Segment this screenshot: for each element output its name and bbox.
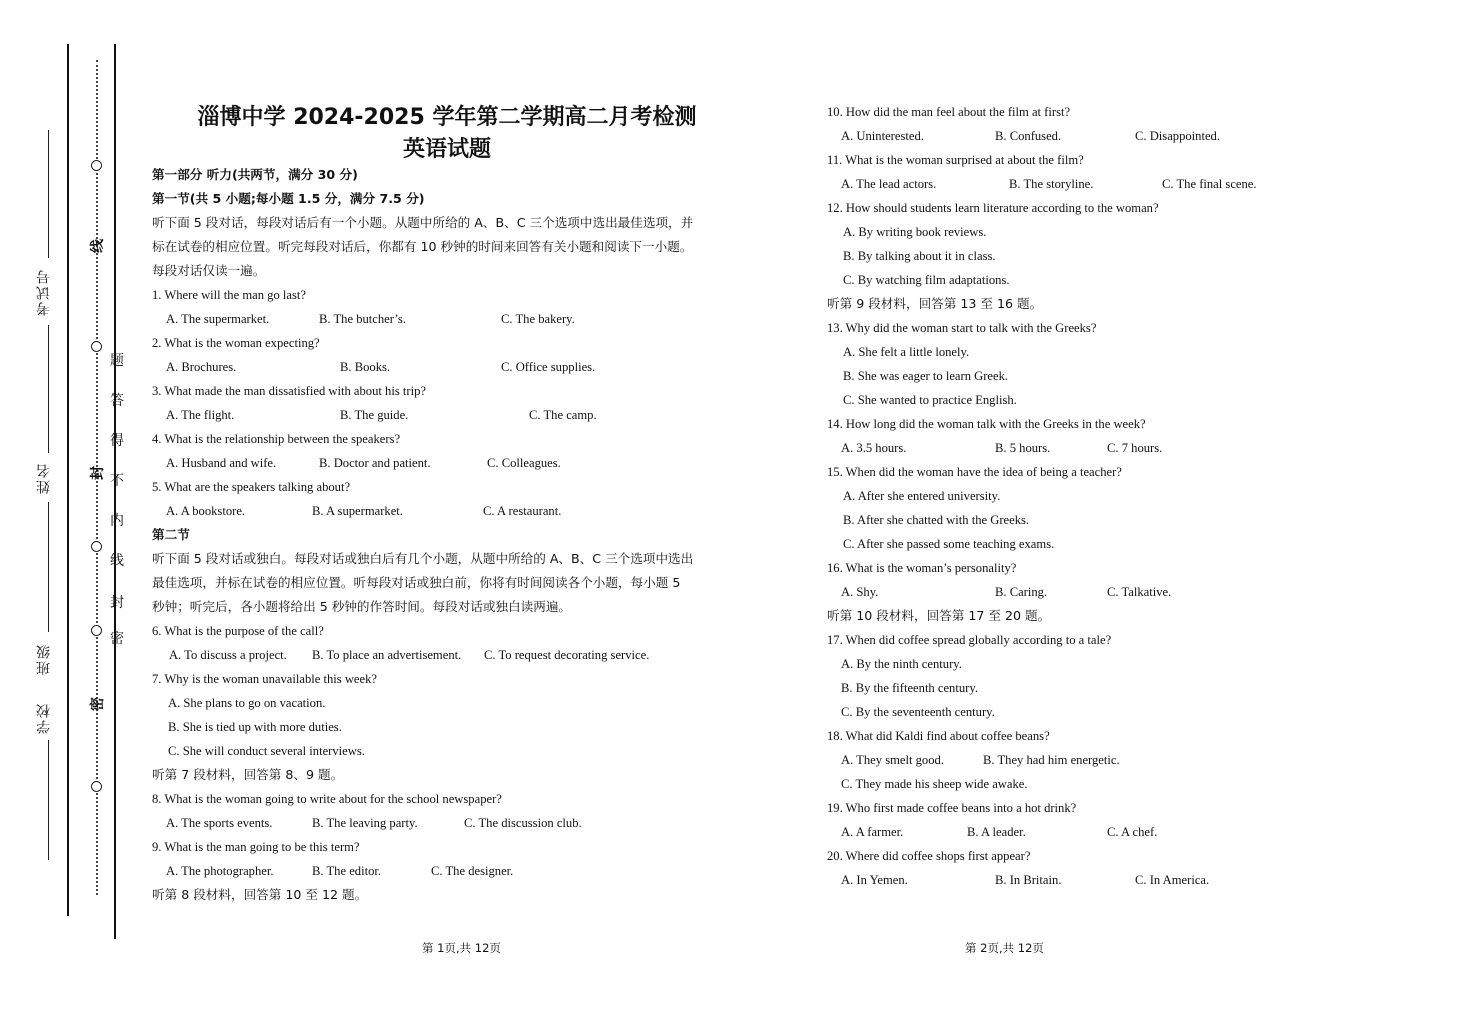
answer-option: B. Doctor and patient. xyxy=(319,456,431,470)
answer-options xyxy=(152,499,752,523)
answer-options xyxy=(152,403,752,427)
school-label: 学校 xyxy=(36,702,52,734)
answer-options xyxy=(152,355,752,379)
question-line: 15. When did the woman have the idea of being a teacher? xyxy=(827,465,1122,479)
question-line: C. By the seventeenth century. xyxy=(841,705,995,719)
field-underline xyxy=(48,502,49,632)
seal-char: 线 xyxy=(110,553,124,569)
answer-option: B. Confused. xyxy=(995,129,1062,143)
answer-option: C. The camp. xyxy=(529,408,597,422)
answer-option: C. A chef. xyxy=(1107,825,1158,839)
answer-options xyxy=(152,307,752,331)
answer-options xyxy=(827,748,1387,772)
answer-option: A. The supermarket. xyxy=(166,312,270,326)
answer-option: B. A leader. xyxy=(967,825,1026,839)
answer-option: A. A farmer. xyxy=(841,825,904,839)
instruction-text: 听下面 5 段对话或独白。每段对话或独白后有几个小题，从题中所给的 A、B、C 三个选项中选出 xyxy=(152,551,694,566)
seal-char: 内 xyxy=(110,513,124,529)
question-line: C. She will conduct several interviews. xyxy=(168,744,365,758)
answer-options xyxy=(827,580,1387,604)
answer-option: A. In Yemen. xyxy=(841,873,908,887)
question-line: A. She plans to go on vacation. xyxy=(168,696,326,710)
answer-option: C. The designer. xyxy=(431,864,514,878)
seal-circle xyxy=(91,341,102,352)
question-line: 7. Why is the woman unavailable this week? xyxy=(152,672,377,686)
question-line: 19. Who first made coffee beans into a hot drink? xyxy=(827,801,1077,815)
answer-option: C. A restaurant. xyxy=(483,504,562,518)
question-line: C. She wanted to practice English. xyxy=(843,393,1017,407)
answer-option: B. The butcher’s. xyxy=(319,312,406,326)
answer-option: A. The flight. xyxy=(166,408,235,422)
answer-options xyxy=(152,643,752,667)
question-line: 8. What is the woman going to write about for the school newspaper? xyxy=(152,792,502,806)
question-line: 18. What did Kaldi find about coffee beans? xyxy=(827,729,1050,743)
page1-content xyxy=(152,163,752,907)
field-underline xyxy=(48,740,49,860)
answer-option: A. The sports events. xyxy=(166,816,273,830)
question-line: B. By talking about it in class. xyxy=(843,249,996,263)
instruction-text: 听第 10 段材料，回答第 17 至 20 题。 xyxy=(827,608,1051,623)
seal-char: 不 xyxy=(110,473,124,489)
question-line: 2. What is the woman expecting? xyxy=(152,336,320,350)
question-line: 4. What is the relationship between the speakers? xyxy=(152,432,401,446)
question-line: B. She is tied up with more duties. xyxy=(168,720,342,734)
answer-option: A. Brochures. xyxy=(166,360,237,374)
answer-options xyxy=(827,172,1387,196)
question-line: 9. What is the man going to be this term? xyxy=(152,840,360,854)
answer-option: A. A bookstore. xyxy=(166,504,246,518)
answer-options xyxy=(152,451,752,475)
page1-footer: 第 1页,共 12页 xyxy=(422,941,501,955)
seal-char: 密 xyxy=(110,631,124,647)
answer-options xyxy=(152,811,752,835)
question-line: C. They made his sheep wide awake. xyxy=(841,777,1028,791)
question-line: A. By writing book reviews. xyxy=(843,225,987,239)
answer-options xyxy=(827,820,1387,844)
seal-bold-char: 密 xyxy=(90,697,106,711)
question-line: 12. How should students learn literature according to the woman? xyxy=(827,201,1159,215)
answer-option: B. Books. xyxy=(340,360,391,374)
seal-circle xyxy=(91,625,102,636)
question-line: 14. How long did the woman talk with the Greeks in the week? xyxy=(827,417,1146,431)
seal-bold-char: 线 xyxy=(90,239,106,253)
answer-option: A. They smelt good. xyxy=(841,753,944,767)
instruction-text: 第一节(共 5 小题;每小题 1.5 分，满分 7.5 分) xyxy=(152,191,425,206)
question-line: 17. When did coffee spread globally according to a tale? xyxy=(827,633,1112,647)
question-line: 3. What made the man dissatisfied with about his trip? xyxy=(152,384,426,398)
outer-rule xyxy=(67,44,69,916)
question-line: A. After she entered university. xyxy=(843,489,1001,503)
answer-option: B. To place an advertisement. xyxy=(312,648,462,662)
question-line: 6. What is the purpose of the call? xyxy=(152,624,324,638)
answer-option: C. The discussion club. xyxy=(464,816,582,830)
exam-subtitle: 英语试题 xyxy=(402,137,491,162)
question-line: 5. What are the speakers talking about? xyxy=(152,480,351,494)
instruction-text: 第二节 xyxy=(152,527,190,542)
instruction-text: 听第 8 段材料，回答第 10 至 12 题。 xyxy=(152,887,368,902)
seal-circle xyxy=(91,541,102,552)
answer-options xyxy=(827,868,1387,892)
name-label: 姓名 xyxy=(36,462,52,494)
question-line: 10. How did the man feel about the film at first? xyxy=(827,105,1071,119)
answer-option: B. The storyline. xyxy=(1009,177,1094,191)
question-line: B. After she chatted with the Greeks. xyxy=(843,513,1030,527)
question-line: A. She felt a little lonely. xyxy=(843,345,970,359)
answer-options xyxy=(152,859,752,883)
answer-option: C. To request decorating service. xyxy=(484,648,650,662)
answer-option: C. Talkative. xyxy=(1107,585,1172,599)
question-line: 16. What is the woman’s personality? xyxy=(827,561,1017,575)
instruction-text: 标在试卷的相应位置。听完每段对话后，你都有 10 秒钟的时间来回答有关小题和阅读下一小题。 xyxy=(152,239,693,254)
answer-option: A. Uninterested. xyxy=(841,129,924,143)
exam-title: 淄博中学 2024-2025 学年第二学期高二月考检测 xyxy=(197,105,697,130)
answer-option: B. The guide. xyxy=(340,408,409,422)
answer-option: A. Shy. xyxy=(841,585,879,599)
page2-content xyxy=(827,100,1387,892)
answer-option: B. 5 hours. xyxy=(995,441,1051,455)
answer-option: C. Disappointed. xyxy=(1135,129,1221,143)
instruction-text: 秒钟；听完后，各小题将给出 5 秒钟的作答时间。每段对话或独白读两遍。 xyxy=(152,599,572,614)
answer-option: A. The photographer. xyxy=(166,864,274,878)
answer-option: C. In America. xyxy=(1135,873,1210,887)
seal-char: 封 xyxy=(110,595,124,611)
question-line: B. By the fifteenth century. xyxy=(841,681,978,695)
answer-option: B. The leaving party. xyxy=(312,816,418,830)
seal-char: 答 xyxy=(110,393,124,409)
answer-option: B. Caring. xyxy=(995,585,1048,599)
seal-bold-char: 封 xyxy=(90,466,106,480)
instruction-text: 最佳选项，并标在试卷的相应位置。听每段对话或独白前，你将有时间阅读各个小题，每小题 5 xyxy=(152,575,681,590)
instruction-text: 第一部分 听力(共两节，满分 30 分) xyxy=(152,167,358,182)
answer-option: B. The editor. xyxy=(312,864,382,878)
exam-number-label: 考试号 xyxy=(36,268,52,316)
instruction-text: 听第 7 段材料，回答第 8、9 题。 xyxy=(152,767,344,782)
inner-rule xyxy=(114,44,116,939)
seal-circle xyxy=(91,160,102,171)
seal-circle xyxy=(91,781,102,792)
answer-option: C. The bakery. xyxy=(501,312,575,326)
question-line: C. After she passed some teaching exams. xyxy=(843,537,1055,551)
instruction-text: 听下面 5 段对话，每段对话后有一个小题。从题中所给的 A、B、C 三个选项中选出最佳选项，并 xyxy=(152,215,694,230)
seal-char: 得 xyxy=(110,433,124,449)
answer-option: B. A supermarket. xyxy=(312,504,403,518)
seal-char: 题 xyxy=(110,353,124,369)
question-line: 13. Why did the woman start to talk with the Greeks? xyxy=(827,321,1097,335)
question-line: 20. Where did coffee shops first appear? xyxy=(827,849,1031,863)
answer-option: A. 3.5 hours. xyxy=(841,441,907,455)
answer-option: B. They had him energetic. xyxy=(983,753,1120,767)
answer-options xyxy=(827,124,1387,148)
instruction-text: 听第 9 段材料，回答第 13 至 16 题。 xyxy=(827,296,1043,311)
question-line: B. She was eager to learn Greek. xyxy=(843,369,1009,383)
question-line: C. By watching film adaptations. xyxy=(843,273,1010,287)
answer-option: A. Husband and wife. xyxy=(166,456,277,470)
field-underline xyxy=(48,325,49,453)
answer-option: A. To discuss a project. xyxy=(169,648,287,662)
instruction-text: 每段对话仅读一遍。 xyxy=(152,263,266,278)
answer-option: A. The lead actors. xyxy=(841,177,937,191)
answer-option: C. 7 hours. xyxy=(1107,441,1163,455)
class-label: 班级 xyxy=(36,643,52,675)
answer-option: C. Office supplies. xyxy=(501,360,596,374)
answer-option: C. Colleagues. xyxy=(487,456,561,470)
answer-options xyxy=(827,436,1387,460)
page2-footer: 第 2页,共 12页 xyxy=(965,941,1044,955)
answer-option: C. The final scene. xyxy=(1162,177,1257,191)
question-line: A. By the ninth century. xyxy=(841,657,962,671)
question-line: 11. What is the woman surprised at about the film? xyxy=(827,153,1084,167)
answer-option: B. In Britain. xyxy=(995,873,1062,887)
question-line: 1. Where will the man go last? xyxy=(152,288,306,302)
field-underline xyxy=(48,130,49,258)
